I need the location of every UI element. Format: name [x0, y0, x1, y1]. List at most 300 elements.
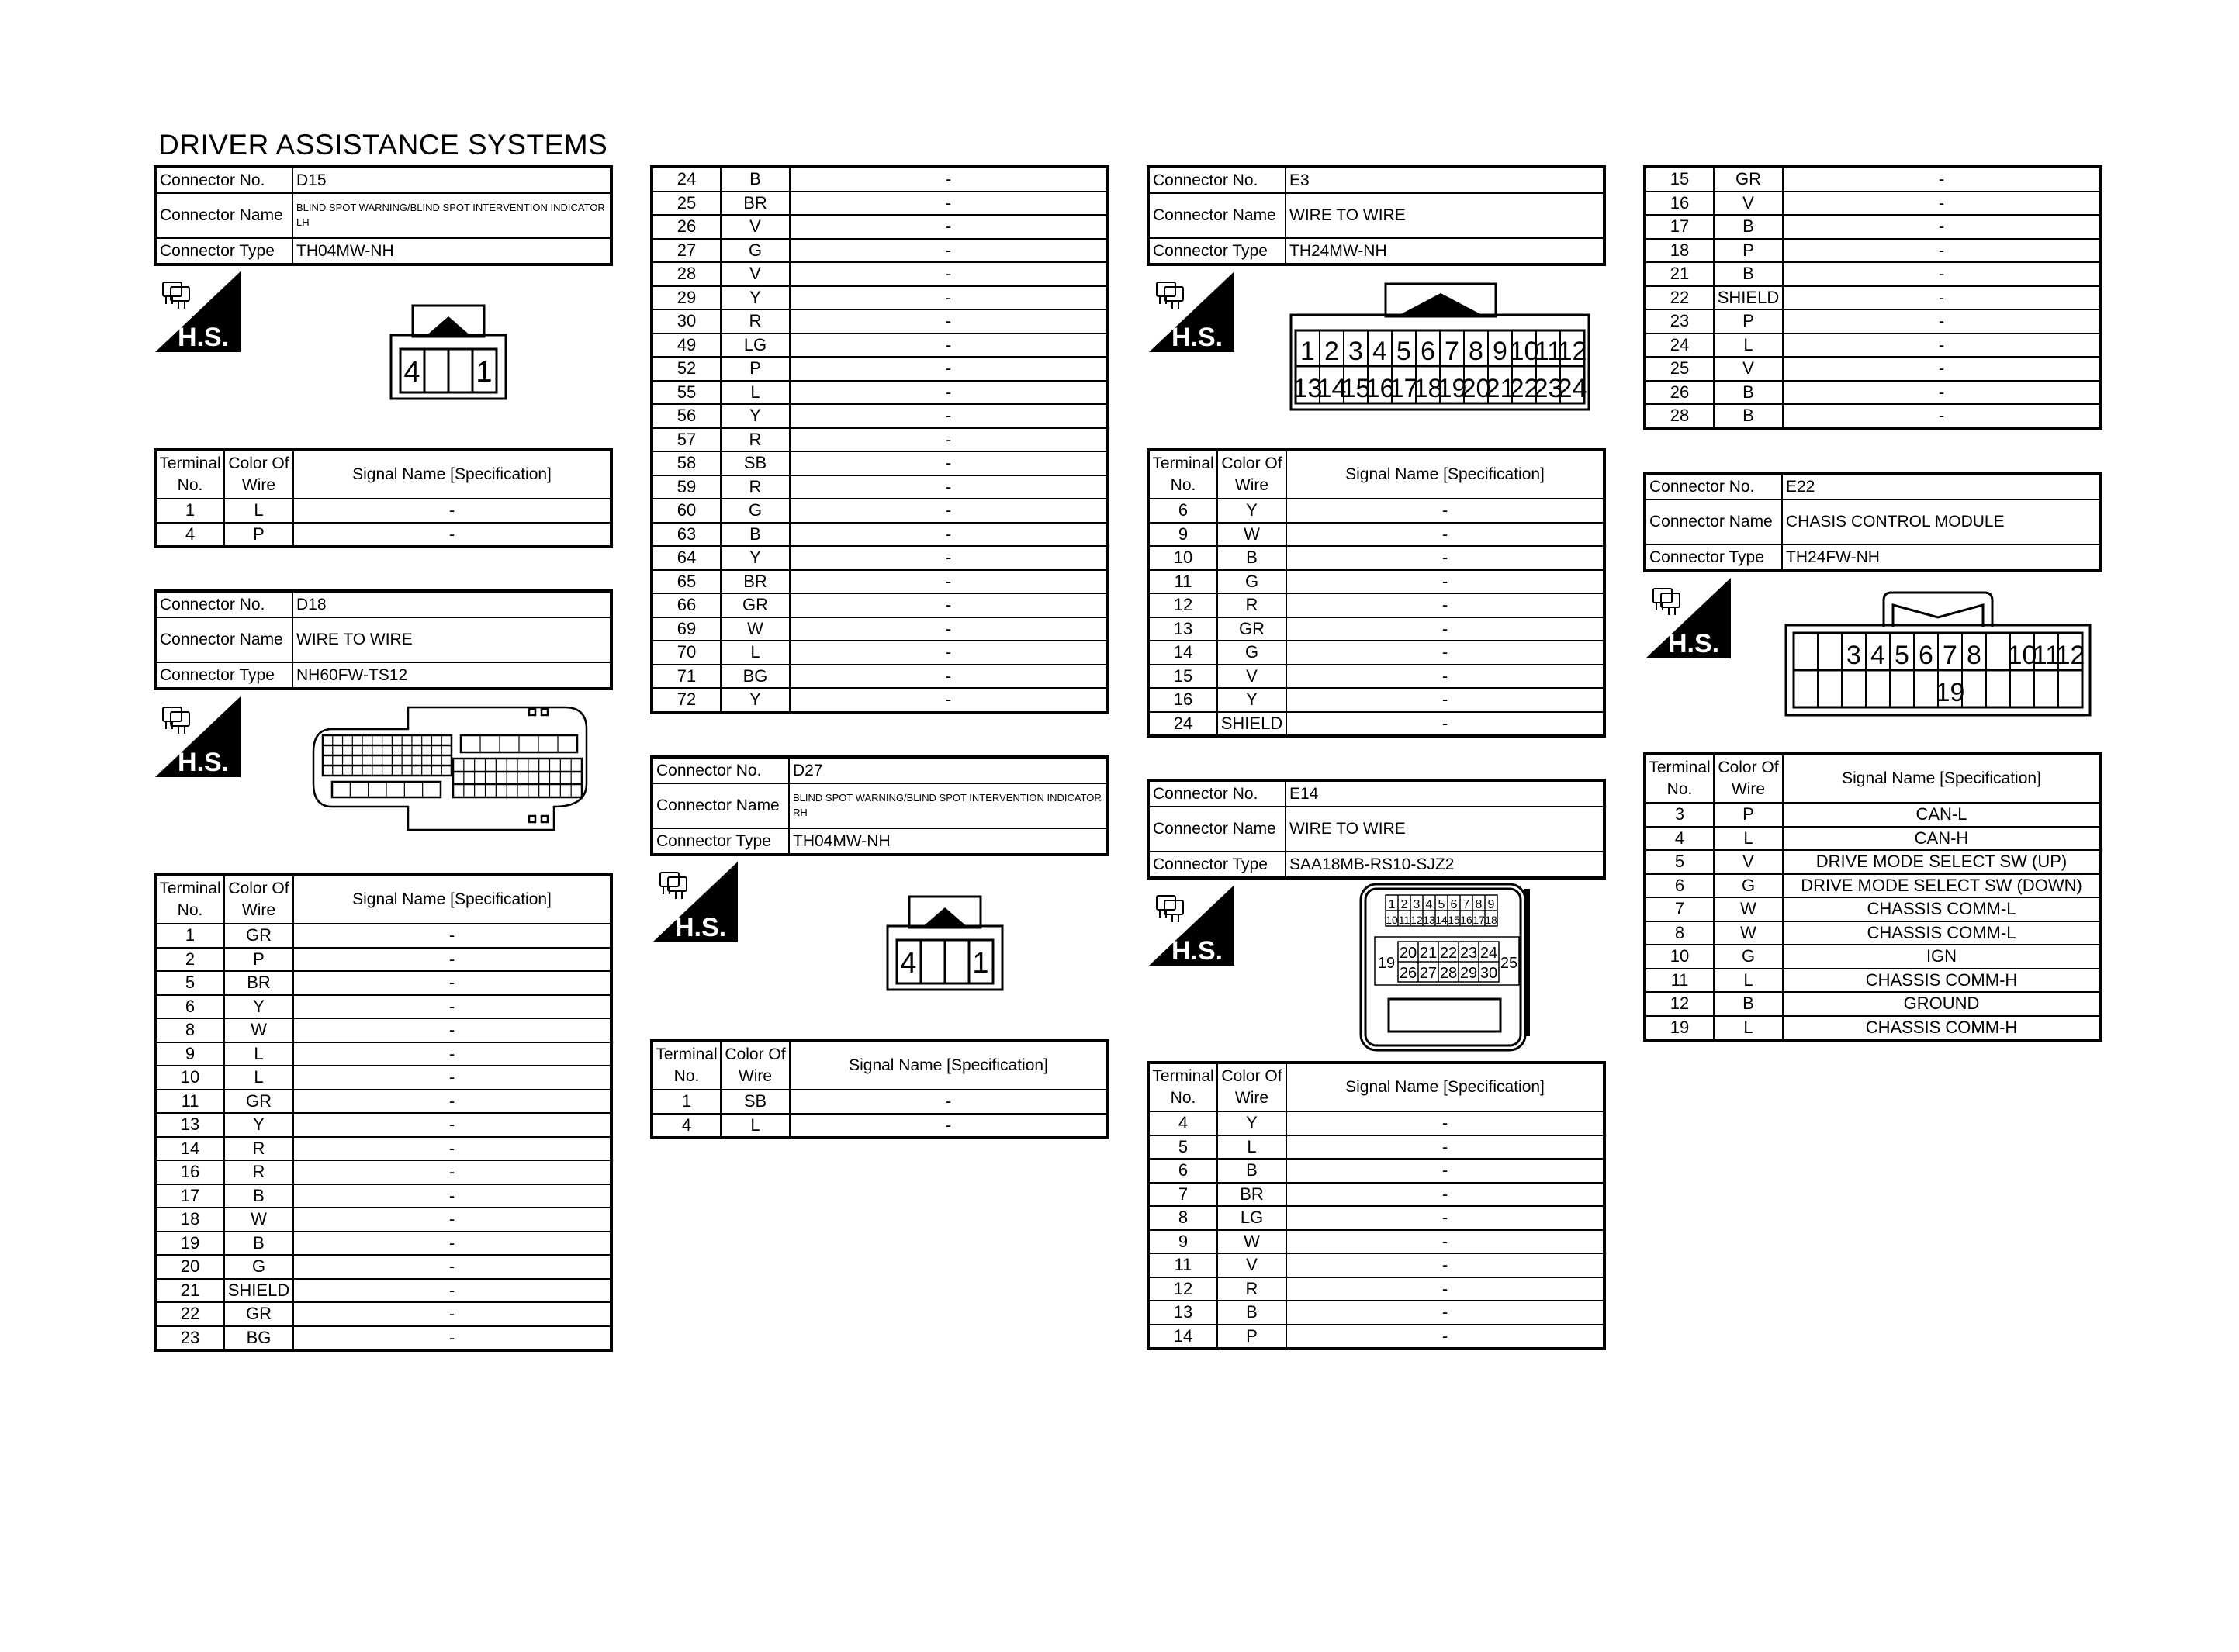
pin-label: 4: [1372, 337, 1387, 366]
table-row: [652, 593, 1108, 617]
terminal-no-cell: 28: [652, 262, 721, 286]
terminal-no-cell: 60: [652, 499, 721, 523]
wire-color-cell: GR: [224, 924, 293, 948]
wire-color-cell: B: [1714, 215, 1783, 239]
pin-label: 2: [1400, 898, 1408, 911]
terminal-no-cell: 56: [652, 404, 721, 428]
table-row: [652, 499, 1108, 523]
terminal-no-cell: 11: [1148, 570, 1217, 594]
signal-name-cell: -: [293, 1184, 611, 1208]
pin-label: 17: [1389, 374, 1419, 403]
wire-color-cell: SHIELD: [1217, 712, 1286, 737]
signal-name-cell: -: [790, 192, 1108, 216]
table-row: [652, 286, 1108, 310]
wire-color-cell: P: [1714, 309, 1783, 334]
table-row: [652, 334, 1108, 358]
wire-color-cell: BR: [1217, 1183, 1286, 1207]
table-row: [1645, 850, 2101, 874]
wire-color-cell: R: [721, 428, 790, 452]
signal-name-cell: -: [790, 617, 1108, 641]
wire-color-cell: B: [1217, 1301, 1286, 1325]
terminal-no-cell: 10: [155, 1066, 224, 1090]
pin-label: 16: [1460, 914, 1472, 926]
pin-label: 24: [1557, 374, 1587, 403]
signal-name-cell: -: [293, 1326, 611, 1351]
d18-rows: [155, 924, 611, 1350]
pin-label: 2: [1324, 337, 1339, 366]
e22-info: [1643, 472, 2102, 572]
signal-name-cell: -: [1783, 286, 2101, 310]
terminal-no-cell: 66: [652, 593, 721, 617]
table-row: [1148, 593, 1604, 617]
terminal-no-cell: 8: [1148, 1206, 1217, 1230]
pin-label: 5: [1895, 641, 1909, 670]
wire-color-cell: BR: [721, 192, 790, 216]
table-row: [652, 215, 1108, 239]
pin-label: 19: [1437, 374, 1467, 403]
table-row: [155, 948, 611, 972]
signal-name-cell: -: [1783, 309, 2101, 334]
signal-name-cell: -: [1783, 357, 2101, 381]
terminal-no-cell: 71: [652, 665, 721, 689]
signal-name-cell: -: [1286, 1301, 1604, 1325]
wire-color-cell: P: [1217, 1325, 1286, 1350]
e22-terminal-table: [1643, 752, 2102, 1042]
table-row: [652, 523, 1108, 547]
e14-connector-face: [1358, 881, 1535, 1053]
connector-no-label: Connector No.: [1645, 473, 1782, 499]
wire-color-cell: R: [1217, 593, 1286, 617]
pin-label: 13: [1293, 374, 1323, 403]
table-row: [652, 1114, 1108, 1139]
wire-color-cell: L: [721, 381, 790, 405]
table-row: [652, 688, 1108, 713]
hs-label: H.S.: [1667, 629, 1720, 658]
table-row: [1645, 334, 2101, 358]
color-of-wire-header: Color Of Wire: [1217, 1063, 1286, 1111]
wire-color-cell: Y: [224, 1113, 293, 1137]
signal-name-cell: -: [790, 1090, 1108, 1114]
wire-color-cell: B: [721, 523, 790, 547]
connector-no-label: Connector No.: [155, 591, 292, 617]
terminal-no-cell: 24: [652, 167, 721, 192]
terminal-no-cell: 52: [652, 357, 721, 381]
pin-label: 15: [1448, 914, 1460, 926]
signal-name-cell: -: [1286, 570, 1604, 594]
wire-color-cell: GR: [224, 1090, 293, 1114]
table-row: [652, 641, 1108, 665]
pin-label: 9: [1487, 898, 1495, 911]
signal-name-cell: -: [1783, 262, 2101, 286]
signal-name-cell: -: [1783, 167, 2101, 192]
signal-name-cell: DRIVE MODE SELECT SW (DOWN): [1783, 874, 2101, 898]
signal-name-header: Signal Name [Specification]: [293, 450, 611, 499]
signal-name-cell: -: [790, 286, 1108, 310]
table-row: [155, 971, 611, 995]
table-row: [1148, 712, 1604, 737]
table-row: [1148, 641, 1604, 665]
hs-label: H.S.: [1171, 323, 1223, 352]
hs-icon: [1149, 885, 1234, 966]
connector-name-value: WIRE TO WIRE: [1286, 193, 1604, 238]
signal-name-cell: -: [1783, 192, 2101, 216]
table-row: [1148, 1111, 1604, 1135]
table-row: [1645, 992, 2101, 1016]
connector-no-value: D18: [292, 591, 611, 617]
connector-type-label: Connector Type: [1148, 238, 1286, 264]
table-row: [155, 1184, 611, 1208]
terminal-no-cell: 27: [652, 239, 721, 263]
terminal-no-cell: 9: [155, 1042, 224, 1066]
terminal-no-header: Terminal No.: [1148, 450, 1217, 499]
signal-name-cell: -: [790, 499, 1108, 523]
connector-no-label: Connector No.: [155, 167, 292, 193]
pin-label: 8: [1967, 641, 1981, 670]
signal-name-cell: CHASSIS COMM-H: [1783, 969, 2101, 993]
pin-label: 19: [1935, 678, 1965, 707]
signal-name-cell: -: [790, 688, 1108, 713]
terminal-no-cell: 5: [155, 971, 224, 995]
terminal-no-header: Terminal No.: [1645, 754, 1714, 803]
connector-type-value: SAA18MB-RS10-SJZ2: [1286, 852, 1604, 878]
pin-label: 3: [1413, 898, 1421, 911]
wire-color-cell: R: [721, 475, 790, 499]
pin-label: 11: [1534, 337, 1562, 366]
page-title: DRIVER ASSISTANCE SYSTEMS: [158, 129, 608, 161]
signal-name-header: Signal Name [Specification]: [1783, 754, 2101, 803]
wire-color-cell: P: [721, 357, 790, 381]
pin-label: 4: [1870, 641, 1885, 670]
table-row: [652, 192, 1108, 216]
pin-label: 20: [1399, 945, 1417, 962]
terminal-no-cell: 5: [1148, 1135, 1217, 1160]
terminal-no-cell: 58: [652, 451, 721, 475]
d15-terminal-table: [154, 448, 613, 548]
wire-color-cell: L: [1714, 827, 1783, 851]
wire-color-cell: GR: [224, 1302, 293, 1326]
connector-name-value: BLIND SPOT WARNING/BLIND SPOT INTERVENTION INDICATOR RH: [789, 783, 1108, 828]
pin-label: 6: [1450, 898, 1458, 911]
hs-icon: [1149, 271, 1234, 352]
terminal-no-header: Terminal No.: [1148, 1063, 1217, 1111]
d27-terminal-table: [650, 1039, 1109, 1139]
table-row: [652, 570, 1108, 594]
table-row: [652, 1090, 1108, 1114]
terminal-no-cell: 25: [1645, 357, 1714, 381]
wire-color-cell: Y: [224, 995, 293, 1019]
table-row: [1148, 523, 1604, 547]
table-row: [1148, 1159, 1604, 1183]
table-row: [652, 357, 1108, 381]
d15-rows: [155, 499, 611, 547]
terminal-no-cell: 24: [1148, 712, 1217, 737]
terminal-no-cell: 16: [1645, 192, 1714, 216]
wire-color-cell: P: [224, 948, 293, 972]
terminal-no-cell: 26: [1645, 381, 1714, 405]
connector-type-value: TH24MW-NH: [1286, 238, 1604, 264]
terminal-no-cell: 22: [1645, 286, 1714, 310]
table-row: [1645, 167, 2101, 192]
table-row: [1645, 921, 2101, 945]
signal-name-cell: -: [293, 924, 611, 948]
connector-no-label: Connector No.: [1148, 780, 1286, 807]
table-row: [1148, 570, 1604, 594]
wire-color-cell: SHIELD: [1714, 286, 1783, 310]
pin-label: 1: [1300, 337, 1315, 366]
signal-name-cell: -: [790, 334, 1108, 358]
signal-name-cell: -: [790, 262, 1108, 286]
signal-name-cell: -: [1286, 499, 1604, 523]
wire-color-cell: R: [224, 1137, 293, 1161]
wire-color-cell: LG: [721, 334, 790, 358]
table-row: [652, 262, 1108, 286]
terminal-no-cell: 10: [1148, 546, 1217, 570]
table-row: [1148, 1325, 1604, 1350]
wire-color-cell: G: [224, 1255, 293, 1279]
table-row: [1148, 688, 1604, 712]
wire-color-cell: P: [1714, 803, 1783, 827]
signal-name-cell: -: [1783, 404, 2101, 429]
signal-name-cell: -: [1286, 688, 1604, 712]
signal-name-cell: -: [1286, 1230, 1604, 1254]
signal-name-cell: -: [1286, 546, 1604, 570]
pin-label: 10: [1386, 914, 1398, 926]
pin-label: 12: [1410, 914, 1423, 926]
signal-name-cell: -: [1286, 617, 1604, 641]
signal-name-cell: -: [293, 1066, 611, 1090]
table-row: [1645, 262, 2101, 286]
table-row: [1148, 1230, 1604, 1254]
terminal-no-cell: 18: [1645, 239, 1714, 263]
connector-name-label: Connector Name: [1148, 807, 1286, 852]
signal-name-cell: -: [1286, 665, 1604, 689]
wire-color-cell: V: [1714, 850, 1783, 874]
terminal-no-cell: 11: [1645, 969, 1714, 993]
terminal-no-cell: 14: [1148, 1325, 1217, 1350]
signal-name-cell: -: [293, 1255, 611, 1279]
pin-label: 7: [1445, 337, 1459, 366]
d18-terminal-table: [154, 873, 613, 1352]
wire-color-cell: BG: [224, 1326, 293, 1351]
signal-name-cell: -: [293, 499, 611, 523]
terminal-no-cell: 9: [1148, 1230, 1217, 1254]
connector-no-value: D27: [789, 757, 1108, 783]
pin-label: 24: [1479, 945, 1498, 962]
wire-color-cell: Y: [721, 688, 790, 713]
connector-type-label: Connector Type: [652, 828, 789, 855]
table-row: [155, 1326, 611, 1351]
terminal-no-cell: 11: [155, 1090, 224, 1114]
pin-label: 3: [1846, 641, 1861, 670]
table-row: [155, 523, 611, 548]
signal-name-cell: -: [1286, 1206, 1604, 1230]
d15-info: [154, 165, 613, 266]
wire-color-cell: Y: [1217, 1111, 1286, 1135]
terminal-no-cell: 7: [1148, 1183, 1217, 1207]
wire-color-cell: G: [721, 239, 790, 263]
terminal-no-cell: 6: [155, 995, 224, 1019]
table-row: [1645, 969, 2101, 993]
signal-name-cell: -: [293, 1018, 611, 1042]
wire-color-cell: G: [721, 499, 790, 523]
pin-label: 27: [1419, 965, 1438, 982]
wire-color-cell: GR: [1714, 167, 1783, 192]
wire-color-cell: B: [224, 1184, 293, 1208]
signal-name-cell: -: [1286, 1277, 1604, 1301]
pin-label: 30: [1479, 965, 1498, 982]
terminal-no-cell: 6: [1645, 874, 1714, 898]
pin-label: 28: [1439, 965, 1458, 982]
signal-name-cell: CHASSIS COMM-L: [1783, 921, 2101, 945]
terminal-no-cell: 1: [155, 499, 224, 523]
table-row: [1645, 404, 2101, 429]
terminal-no-cell: 55: [652, 381, 721, 405]
connector-name-value: BLIND SPOT WARNING/BLIND SPOT INTERVENTION INDICATOR LH: [292, 193, 611, 238]
signal-name-cell: -: [293, 995, 611, 1019]
table-row: [1645, 215, 2101, 239]
table-row: [155, 1113, 611, 1137]
pin-label: 22: [1439, 945, 1458, 962]
pin-label: 17: [1472, 914, 1485, 926]
pin-label: 23: [1459, 945, 1478, 962]
table-row: [155, 1018, 611, 1042]
terminal-no-cell: 16: [155, 1160, 224, 1184]
e14-terminal-table-cont: [1643, 165, 2102, 430]
table-row: [155, 1279, 611, 1303]
terminal-no-cell: 10: [1645, 945, 1714, 969]
wire-color-cell: B: [1714, 992, 1783, 1016]
wire-color-cell: V: [1217, 1253, 1286, 1277]
connector-name-value: CHASIS CONTROL MODULE: [1782, 499, 2101, 544]
wire-color-cell: R: [721, 309, 790, 334]
pin-label: 21: [1485, 374, 1515, 403]
signal-name-cell: -: [790, 593, 1108, 617]
signal-name-cell: GROUND: [1783, 992, 2101, 1016]
terminal-no-cell: 63: [652, 523, 721, 547]
hs-label: H.S.: [177, 748, 230, 777]
terminal-no-cell: 17: [1645, 215, 1714, 239]
terminal-no-cell: 14: [1148, 641, 1217, 665]
table-row: [1148, 1183, 1604, 1207]
table-row: [155, 499, 611, 523]
terminal-no-cell: 20: [155, 1255, 224, 1279]
terminal-no-cell: 24: [1645, 334, 1714, 358]
pin-label: 26: [1399, 965, 1417, 982]
connector-no-value: E14: [1286, 780, 1604, 807]
connector-name-label: Connector Name: [1645, 499, 1782, 544]
d27-info: [650, 755, 1109, 856]
e14-rows: [1148, 1111, 1604, 1349]
terminal-no-header: Terminal No.: [652, 1041, 721, 1090]
d27-connector-face: [886, 895, 1004, 991]
terminal-no-cell: 7: [1645, 897, 1714, 921]
table-row: [1148, 617, 1604, 641]
pin-label: 1: [972, 947, 989, 980]
connector-name-label: Connector Name: [1148, 193, 1286, 238]
pin-label: 7: [1943, 641, 1957, 670]
terminal-no-cell: 13: [155, 1113, 224, 1137]
table-row: [1148, 1301, 1604, 1325]
wire-color-cell: G: [1217, 570, 1286, 594]
connector-no-label: Connector No.: [652, 757, 789, 783]
table-row: [155, 1042, 611, 1066]
wire-color-cell: W: [1217, 1230, 1286, 1254]
table-row: [155, 1137, 611, 1161]
signal-name-cell: -: [1286, 1325, 1604, 1350]
terminal-no-cell: 49: [652, 334, 721, 358]
e22-connector-face: [1784, 586, 2092, 717]
signal-name-cell: -: [790, 167, 1108, 192]
e14-terminal-table: [1147, 1061, 1606, 1350]
pin-label: 22: [1509, 374, 1539, 403]
pin-label: 4: [1425, 898, 1433, 911]
terminal-no-cell: 15: [1645, 167, 1714, 192]
signal-name-cell: -: [1783, 381, 2101, 405]
terminal-no-cell: 12: [1645, 992, 1714, 1016]
signal-name-cell: -: [790, 546, 1108, 570]
wire-color-cell: W: [224, 1208, 293, 1232]
pin-label: 18: [1485, 914, 1497, 926]
connector-name-label: Connector Name: [652, 783, 789, 828]
wire-color-cell: W: [1217, 523, 1286, 547]
signal-name-cell: -: [790, 451, 1108, 475]
terminal-no-cell: 1: [652, 1090, 721, 1114]
pin-label: 10: [2007, 641, 2037, 670]
terminal-no-cell: 9: [1148, 523, 1217, 547]
table-row: [1645, 897, 2101, 921]
hs-icon: [155, 696, 241, 777]
table-row: [155, 1208, 611, 1232]
pin-label: 6: [1919, 641, 1933, 670]
signal-name-cell: -: [293, 1160, 611, 1184]
wire-color-cell: V: [1714, 192, 1783, 216]
signal-name-cell: CHASSIS COMM-L: [1783, 897, 2101, 921]
terminal-no-cell: 4: [1645, 827, 1714, 851]
pin-label: 4: [403, 356, 420, 389]
wire-color-cell: V: [1217, 665, 1286, 689]
signal-name-cell: -: [1783, 215, 2101, 239]
wire-color-cell: GR: [721, 593, 790, 617]
wire-color-cell: B: [224, 1232, 293, 1256]
signal-name-cell: -: [790, 357, 1108, 381]
wire-color-cell: W: [721, 617, 790, 641]
wire-color-cell: W: [1714, 921, 1783, 945]
signal-name-cell: -: [790, 665, 1108, 689]
wire-color-cell: L: [721, 1114, 790, 1139]
signal-name-cell: -: [790, 428, 1108, 452]
signal-name-cell: -: [293, 1232, 611, 1256]
signal-name-cell: -: [293, 523, 611, 548]
e14-face-pins: [1375, 895, 1519, 985]
connector-type-label: Connector Type: [1645, 544, 1782, 571]
table-row: [155, 995, 611, 1019]
table-row: [652, 665, 1108, 689]
color-of-wire-header: Color Of Wire: [224, 875, 293, 924]
terminal-no-cell: 4: [155, 523, 224, 548]
terminal-no-cell: 4: [1148, 1111, 1217, 1135]
wire-color-cell: Y: [721, 404, 790, 428]
wire-color-cell: G: [1714, 874, 1783, 898]
table-row: [1645, 827, 2101, 851]
d15-connector-face: [389, 304, 507, 400]
table-row: [1645, 357, 2101, 381]
table-row: [1148, 499, 1604, 523]
terminal-no-cell: 29: [652, 286, 721, 310]
table-row: [155, 924, 611, 948]
terminal-no-cell: 12: [1148, 1277, 1217, 1301]
wire-color-cell: Y: [1217, 688, 1286, 712]
table-row: [652, 617, 1108, 641]
